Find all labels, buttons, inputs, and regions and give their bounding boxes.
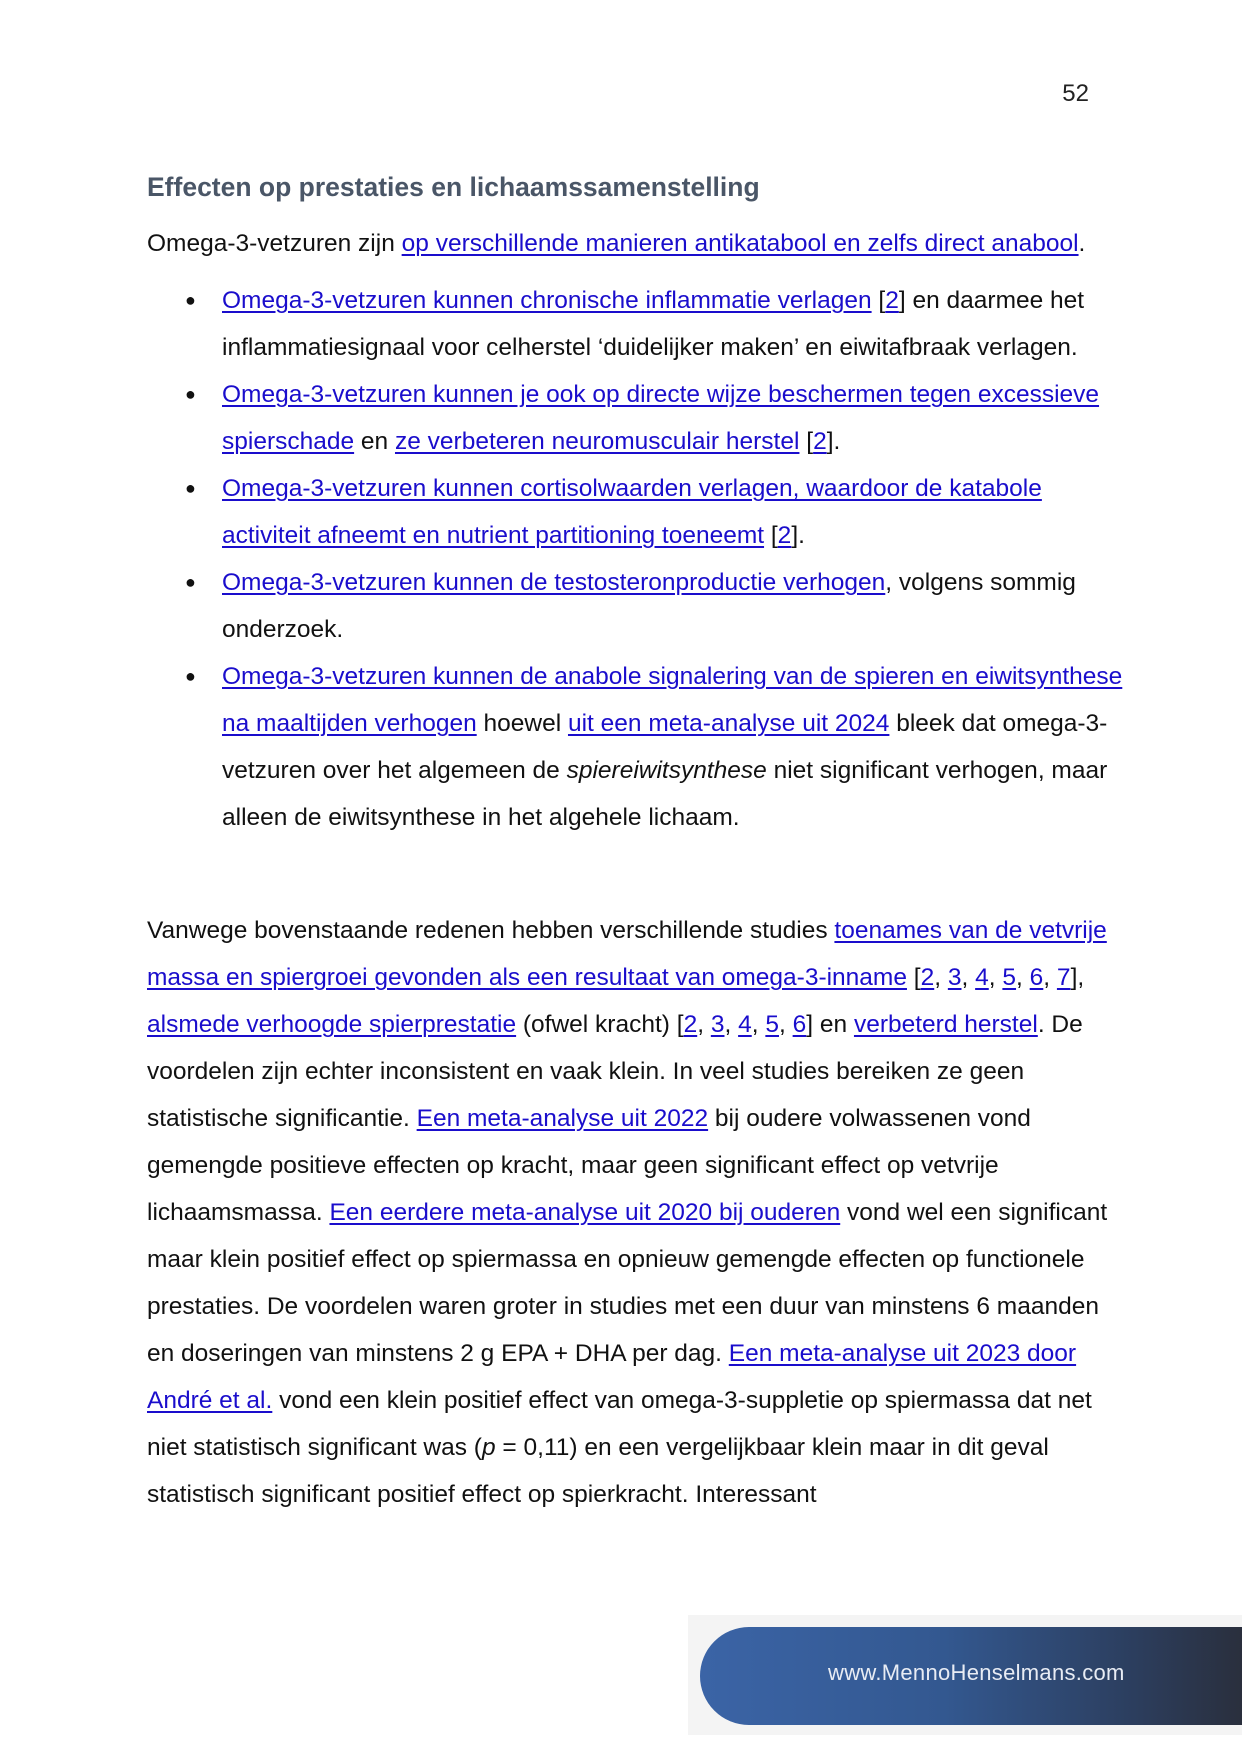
- bullet-icon: ●: [185, 290, 196, 310]
- page-number: 52: [1062, 80, 1089, 107]
- bullet-icon: ●: [185, 666, 196, 686]
- list-item: ● Omega-3-vetzuren kunnen cortisolwaarden verlagen, waardoor de katabole activiteit afneemt en nutrient partitioning toeneemt [2].: [147, 465, 1127, 559]
- paragraph-text: . De voordelen zijn echter inconsistent en vaak klein. In veel studies bereiken ze geen statistische significantie.: [147, 1011, 1083, 1132]
- paragraph-text: (ofwel kracht): [516, 1011, 677, 1038]
- list-item: [147, 559, 1127, 653]
- intro-link[interactable]: op verschillende manieren antikatabool en zelfs direct anabool: [401, 230, 1079, 257]
- reference-link[interactable]: 7: [1056, 964, 1071, 991]
- testosterone-link[interactable]: Omega-3-vetzuren kunnen de testosteronproductie verhogen: [222, 569, 886, 596]
- reference-link[interactable]: 2: [813, 428, 827, 455]
- reference-link[interactable]: 2: [885, 287, 899, 314]
- intro-paragraph: [147, 220, 1127, 267]
- meta-analysis-2020-link[interactable]: Een eerdere meta-analyse uit 2020 bij ouderen: [329, 1199, 841, 1226]
- anabolic-signaling-link[interactable]: Omega-3-vetzuren kunnen de anabole signalering van de spieren en eiwitsynthese na maaltijden verhogen: [222, 663, 1123, 737]
- reference-link[interactable]: 5: [1002, 964, 1017, 991]
- reference-link[interactable]: 6: [792, 1011, 807, 1038]
- list-item: ● Omega-3-vetzuren kunnen je ook op directe wijze beschermen tegen excessieve spierschade en ze verbeteren neuromusculair herstel [2].: [147, 371, 1127, 465]
- muscle-damage-link[interactable]: Omega-3-vetzuren kunnen je ook op directe wijze beschermen tegen excessieve spierschade: [222, 381, 1100, 455]
- list-item-text: hoewel: [476, 710, 568, 737]
- list-item-text: en: [354, 428, 395, 455]
- bullet-icon: ●: [185, 384, 196, 404]
- body-paragraph: Vanwege bovenstaande redenen hebben verschillende studies toenames van de vetvrije massa en spiergroei gevonden als een resultaat van omega-3-inname [2, 3, 4, 5, 6, 7], alsmede verhoogde spierprestatie (ofwel kracht) [2, 3, 4, 5, 6] en verbeterd herstel. De voordelen zijn echter inconsistent en vaak klein. In veel studies bereiken ze geen statistische significantie. Een meta-analyse uit 2022 bij oudere volwassenen vond gemengde positieve effecten op kracht, maar geen significant effect op vetvrije lichaamsmassa. Een eerdere meta-analyse uit 2020 bij ouderen vond wel een significant maar klein positief effect op spiermassa en opnieuw gemengde effecten op functionele prestaties. De voordelen waren groter in studies met een duur van minstens 6 maanden en doseringen van minstens 2 g EPA + DHA per dag. Een meta-analyse uit 2023 door André et al. vond een klein positief effect van omega-3-suppletie op spiermassa dat net niet statistisch significant was (p = 0,11) en een vergelijkbaar klein maar in dit geval statistisch significant positief effect op spierkracht. Interessant: [147, 917, 1108, 1508]
- list-item-text: niet significant verhogen, maar alleen de eiwitsynthese in het algehele lichaam.: [222, 757, 1108, 831]
- list-item: [147, 653, 1127, 841]
- paragraph-text: bij oudere volwassenen vond gemengde positieve effecten op kracht, maar geen significant effect op vetvrije lichaamsmassa.: [147, 1105, 1031, 1226]
- meta-analysis-2024-link[interactable]: uit een meta-analyse uit 2024: [567, 710, 890, 737]
- spacer: [147, 841, 1127, 907]
- meta-analysis-2022-link[interactable]: Een meta-analyse uit 2022: [416, 1105, 709, 1132]
- reference-link[interactable]: 2: [683, 1011, 698, 1038]
- italic-term: spiereiwitsynthese: [566, 757, 767, 784]
- reference-link[interactable]: 3: [710, 1011, 725, 1038]
- p-value-symbol: p: [481, 1434, 496, 1461]
- bullet-icon: ●: [185, 572, 196, 592]
- reference-link[interactable]: 2: [920, 964, 935, 991]
- paragraph-text: Vanwege bovenstaande redenen hebben verschillende studies: [147, 917, 835, 944]
- paragraph-text: vond een klein positief effect van omega-3-suppletie op spiermassa dat net niet statistisch significant was (: [147, 1387, 1092, 1461]
- page-content: [147, 168, 1127, 1518]
- cortisol-link[interactable]: Omega-3-vetzuren kunnen cortisolwaarden verlagen, waardoor de katabole activiteit afneemt en nutrient partitioning toeneemt: [222, 475, 1042, 549]
- meta-analysis-2023-link[interactable]: Een meta-analyse uit 2023 door André et al.: [147, 1340, 1077, 1414]
- section-heading: Effecten op prestaties en lichaamssamenstelling: [147, 172, 760, 202]
- intro-text: Omega-3-vetzuren zijn: [147, 230, 402, 257]
- performance-link[interactable]: alsmede verhoogde spierprestatie: [147, 1011, 517, 1038]
- reference-link[interactable]: 5: [765, 1011, 779, 1038]
- reference-link[interactable]: 4: [738, 1011, 752, 1038]
- neuromuscular-recovery-link[interactable]: ze verbeteren neuromusculair herstel: [394, 428, 800, 455]
- paragraph-text: = 0,11) en een vergelijkbaar klein maar in dit geval statistisch significant positief effect op spierkracht. Interessant: [147, 1434, 1049, 1508]
- lean-mass-link[interactable]: toenames van de vetvrije massa en spiergroei gevonden als een resultaat van omega-3-inname: [147, 917, 1107, 991]
- list-item-text: , volgens sommig onderzoek.: [222, 569, 1076, 643]
- paragraph-text: vond wel een significant maar klein positief effect op spiermassa en opnieuw gemengde effecten op functionele prestaties. De voordelen waren groter in studies met een duur van minstens 6 maanden en doseringen van minstens 2 g EPA + DHA per dag.: [147, 1199, 1108, 1367]
- paragraph-text: en: [813, 1011, 854, 1038]
- intro-end: .: [1078, 230, 1086, 257]
- footer-url: www.MennoHenselmans.com: [828, 1660, 1125, 1685]
- list-item: ● Omega-3-vetzuren kunnen chronische inflammatie verlagen [2] en daarmee het inflammatiesignaal voor celherstel ‘duidelijker maken’ en eiwitafbraak verlagen.: [147, 277, 1127, 371]
- bullet-icon: ●: [185, 478, 196, 498]
- list-item-text: bleek dat omega-3-vetzuren over het algemeen de: [222, 710, 1108, 784]
- reference-link[interactable]: 6: [1029, 964, 1044, 991]
- recovery-link[interactable]: verbeterd herstel: [853, 1011, 1038, 1038]
- reference-link[interactable]: 4: [975, 964, 989, 991]
- reference-link[interactable]: 3: [947, 964, 962, 991]
- benefits-list: [147, 277, 1127, 841]
- list-item-text: en daarmee het inflammatiesignaal voor celherstel ‘duidelijker maken’ en eiwitafbraak verlagen.: [222, 287, 1085, 361]
- inflammation-link[interactable]: Omega-3-vetzuren kunnen chronische inflammatie verlagen: [222, 287, 872, 314]
- reference-link[interactable]: 2: [777, 522, 792, 549]
